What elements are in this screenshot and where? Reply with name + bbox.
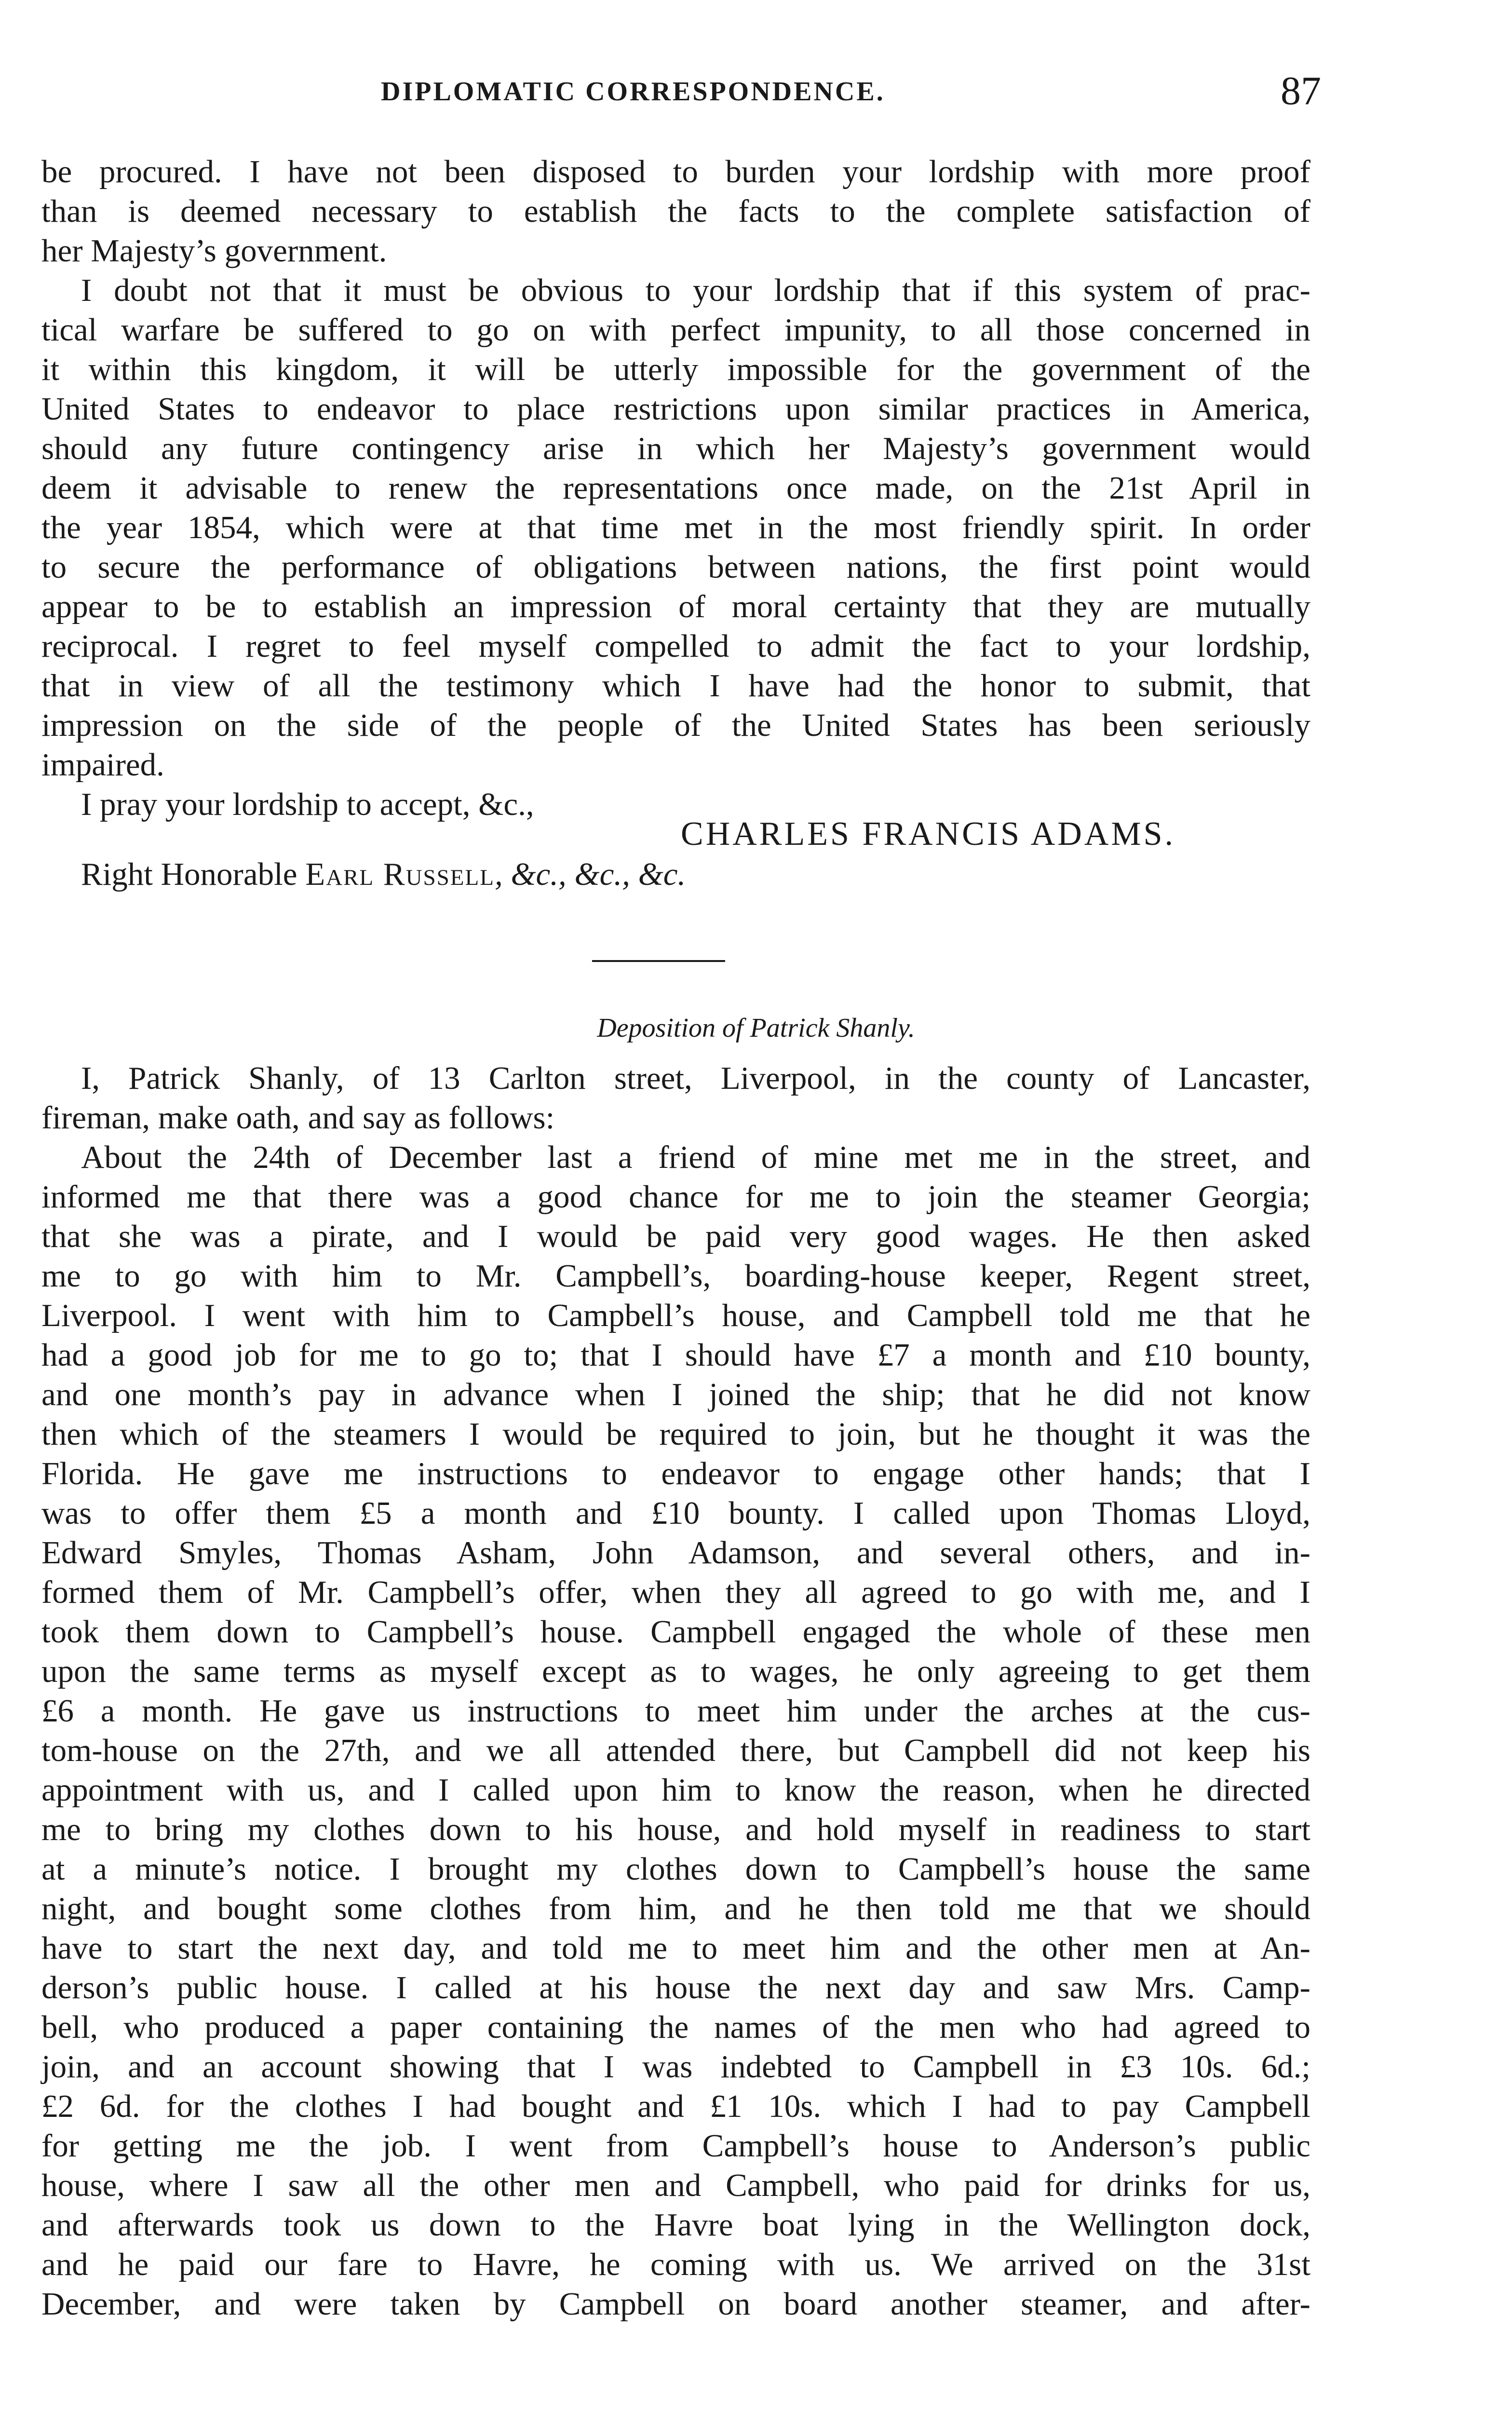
letter-line: tical warfare be suffered to go on with perfect impunity, to all those concerned in [41, 312, 1310, 348]
letter-line: impaired. [41, 747, 164, 783]
letter-line: be procured. I have not been disposed to burden your lordship with more proof [41, 154, 1310, 190]
letter-line: reciprocal. I regret to feel myself compelled to admit the fact to your lordship, [41, 628, 1310, 664]
deposition-line: join, and an account showing that I was indebted to Campbell in £3 10s. 6d.; [41, 2049, 1310, 2085]
deposition-line: at a minute’s notice. I brought my clothes down to Campbell’s house the same [41, 1851, 1310, 1887]
letter-line: I pray your lordship to accept, &c., [81, 786, 534, 822]
addressee [81, 856, 686, 893]
running-head: DIPLOMATIC CORRESPONDENCE. [381, 77, 885, 107]
deposition-line: and afterwards took us down to the Havre boat lying in the Wellington dock, [41, 2207, 1310, 2243]
signature: CHARLES FRANCIS ADAMS. [681, 815, 1176, 853]
letter-line: the year 1854, which were at that time met in the most friendly spirit. In order [41, 510, 1310, 545]
letter-line: I doubt not that it must be obvious to your lordship that if this system of prac- [81, 272, 1310, 308]
deposition-line: derson’s public house. I called at his house the next day and saw Mrs. Camp- [41, 1970, 1310, 2005]
deposition-line: had a good job for me to go to; that I should have £7 a month and £10 bounty, [41, 1337, 1310, 1373]
addressee-suffix: , &c., &c., &c. [494, 856, 686, 892]
deposition-line: and one month’s pay in advance when I joined the ship; that he did not know [41, 1377, 1310, 1412]
letter-line: it within this kingdom, it will be utterly impossible for the government of the [41, 352, 1310, 387]
deposition-line: for getting me the job. I went from Campbell’s house to Anderson’s public [41, 2128, 1310, 2164]
letter-line: that in view of all the testimony which I have had the honor to submit, that [41, 668, 1310, 704]
deposition-line: I, Patrick Shanly, of 13 Carlton street, Liverpool, in the county of Lancaster, [81, 1060, 1310, 1096]
deposition-line: that she was a pirate, and I would be paid very good wages. He then asked [41, 1219, 1310, 1254]
letter-line: should any future contingency arise in which her Majesty’s government would [41, 431, 1310, 466]
letter-line: her Majesty’s government. [41, 233, 387, 269]
deposition-line: formed them of Mr. Campbell’s offer, when they all agreed to go with me, and I [41, 1574, 1310, 1610]
deposition-line: £2 6d. for the clothes I had bought and £1 10s. which I had to pay Campbell [41, 2088, 1310, 2124]
addressee-name: Earl Russell [305, 856, 495, 892]
page-number: 87 [1281, 68, 1321, 113]
deposition-line: night, and bought some clothes from him, and he then told me that we should [41, 1891, 1310, 1926]
deposition-line: December, and were taken by Campbell on board another steamer, and after- [41, 2286, 1310, 2322]
deposition-line: appointment with us, and I called upon him to know the reason, when he directed [41, 1772, 1310, 1808]
deposition-line: £6 a month. He gave us instructions to meet him under the arches at the cus- [41, 1693, 1310, 1729]
deposition-line: then which of the steamers I would be required to join, but he thought it was the [41, 1416, 1310, 1452]
deposition-title: Deposition of Patrick Shanly. [597, 1013, 915, 1043]
deposition-line: bell, who produced a paper containing the names of the men who had agreed to [41, 2009, 1310, 2045]
deposition-line: upon the same terms as myself except as to wages, he only agreeing to get them [41, 1653, 1310, 1689]
deposition-line: About the 24th of December last a friend of mine met me in the street, and [81, 1139, 1310, 1175]
letter-line: to secure the performance of obligations between nations, the first point would [41, 549, 1310, 585]
letter-line: impression on the side of the people of the United States has been seriously [41, 707, 1310, 743]
letter-line: United States to endeavor to place restrictions upon similar practices in America, [41, 391, 1310, 427]
deposition-line: Liverpool. I went with him to Campbell’s house, and Campbell told me that he [41, 1298, 1310, 1333]
deposition-line: Edward Smyles, Thomas Asham, John Adamson, and several others, and in- [41, 1535, 1310, 1571]
letter-line: appear to be to establish an impression of moral certainty that they are mutually [41, 589, 1310, 624]
deposition-line: tom-house on the 27th, and we all attended there, but Campbell did not keep his [41, 1733, 1310, 1768]
section-divider [592, 960, 725, 962]
deposition-line: fireman, make oath, and say as follows: [41, 1100, 555, 1136]
addressee-prefix: Right Honorable [81, 856, 306, 892]
deposition-line: was to offer them £5 a month and £10 bounty. I called upon Thomas Lloyd, [41, 1495, 1310, 1531]
letter-line: deem it advisable to renew the representations once made, on the 21st April in [41, 470, 1310, 506]
deposition-line: me to go with him to Mr. Campbell’s, boarding-house keeper, Regent street, [41, 1258, 1310, 1294]
deposition-line: took them down to Campbell’s house. Campbell engaged the whole of these men [41, 1614, 1310, 1650]
deposition-line: and he paid our fare to Havre, he coming with us. We arrived on the 31st [41, 2247, 1310, 2282]
deposition-line: Florida. He gave me instructions to endeavor to engage other hands; that I [41, 1456, 1310, 1491]
deposition-line: informed me that there was a good chance for me to join the steamer Georgia; [41, 1179, 1310, 1215]
deposition-line: house, where I saw all the other men and Campbell, who paid for drinks for us, [41, 2167, 1310, 2203]
letter-line: than is deemed necessary to establish the facts to the complete satisfaction of [41, 193, 1310, 229]
deposition-line: have to start the next day, and told me to meet him and the other men at An- [41, 1930, 1310, 1966]
deposition-line: me to bring my clothes down to his house, and hold myself in readiness to start [41, 1812, 1310, 1847]
